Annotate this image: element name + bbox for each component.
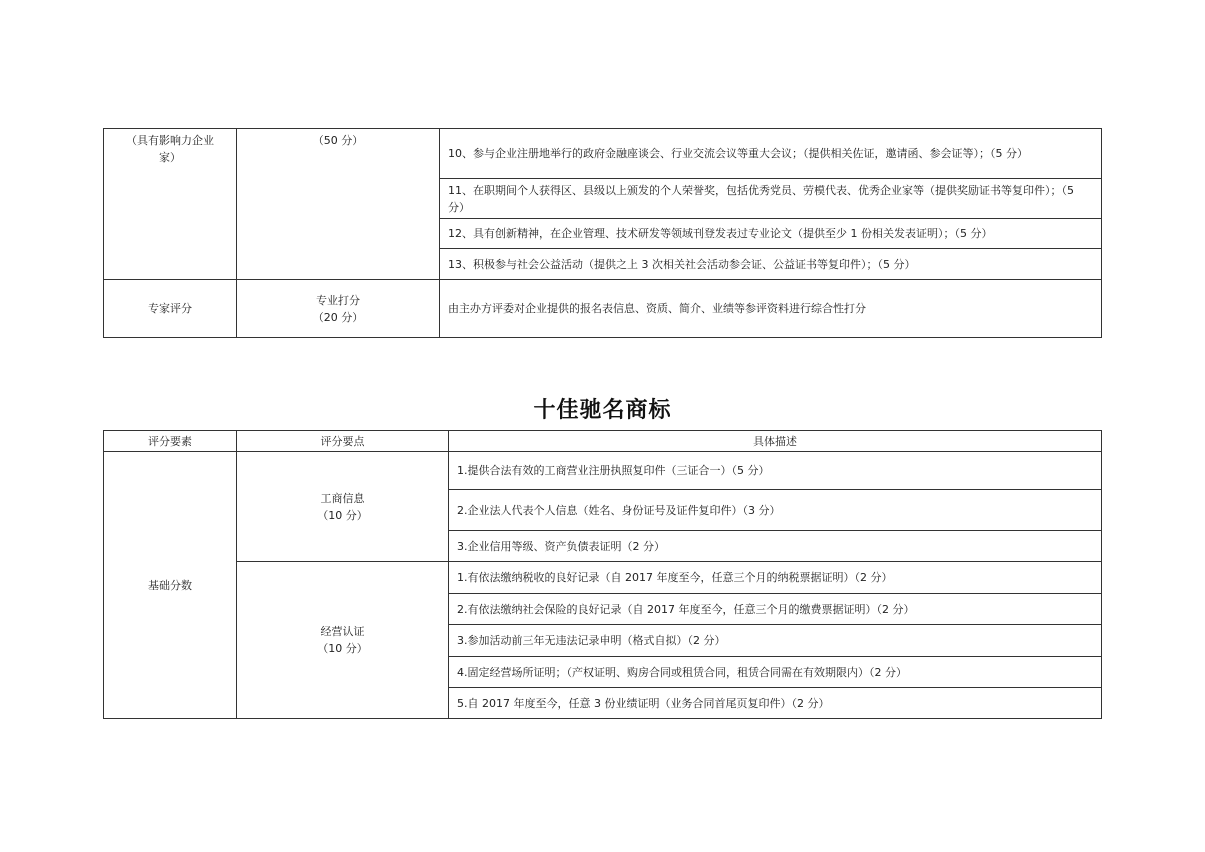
factor-line-1: （具有影响力企业	[126, 134, 214, 147]
description-cell: 11、在职期间个人获得区、县级以上颁发的个人荣誉奖，包括优秀党员、劳模代表、优秀企业家等（提供奖励证书等复印件）；（5 分）	[440, 179, 1102, 219]
expert-description-cell: 由主办方评委对企业提供的报名表信息、资质、简介、业绩等参评资料进行综合性打分	[440, 280, 1102, 338]
header-description: 具体描述	[449, 431, 1102, 452]
item-cell: 1.提供合法有效的工商营业注册执照复印件（三证合一）（5 分）	[449, 452, 1102, 490]
expert-point-name: 专业打分	[316, 293, 360, 307]
factor-cell-continued	[104, 129, 237, 280]
header-point: 评分要点	[237, 431, 449, 452]
section-title: 十佳驰名商标	[533, 398, 672, 423]
item-cell: 5.自 2017 年度至今，任意 3 份业绩证明（业务合同首尾页复印件）（2 分）	[449, 688, 1102, 719]
item-cell: 3.参加活动前三年无违法记录申明（格式自拟）（2 分）	[449, 625, 1102, 657]
group-name: 经营认证	[320, 625, 365, 638]
group-cell-operation-cert	[237, 562, 449, 719]
description-cell: 12、具有创新精神，在企业管理、技术研发等领域刊登发表过专业论文（提供至少 1 份相关发表证明）；（5 分）	[440, 219, 1102, 249]
expert-point-cell	[237, 280, 440, 338]
header-factor: 评分要素	[104, 431, 237, 452]
group-cell-business-info	[237, 452, 449, 562]
item-cell: 3.企业信用等级、资产负债表证明（2 分）	[449, 531, 1102, 562]
trademark-scoring-table	[103, 430, 1102, 719]
item-cell: 1.有依法缴纳税收的良好记录（自 2017 年度至今，任意三个月的纳税票据证明）（2 分）	[449, 562, 1102, 594]
expert-factor-cell: 专家评分	[104, 280, 237, 338]
item-cell: 2.有依法缴纳社会保险的良好记录（自 2017 年度至今，任意三个月的缴费票据证明）（2 分）	[449, 594, 1102, 625]
factor-line-2: 家）	[159, 151, 181, 164]
group-score: （10 分）	[317, 508, 368, 522]
expert-point-score: （20 分）	[312, 310, 364, 324]
description-cell: 13、积极参与社会公益活动（提供之上 3 次相关社会活动参会证、公益证书等复印件）；（5 分）	[440, 249, 1102, 280]
item-cell: 2.企业法人代表个人信息（姓名、身份证号及证件复印件）（3 分）	[449, 490, 1102, 531]
group-score: （10 分）	[317, 642, 368, 655]
item-cell: 4.固定经营场所证明；（产权证明、购房合同或租赁合同，租赁合同需在有效期限内）（2 分）	[449, 657, 1102, 688]
description-cell: 10、参与企业注册地举行的政府金融座谈会、行业交流会议等重大会议；（提供相关佐证，邀请函、参会证等）；（5 分）	[440, 129, 1102, 179]
scoring-table-continued	[103, 128, 1102, 338]
point-cell-continued: （50 分）	[237, 129, 440, 280]
base-score-factor-cell: 基础分数	[104, 452, 237, 719]
group-name: 工商信息	[320, 491, 365, 505]
